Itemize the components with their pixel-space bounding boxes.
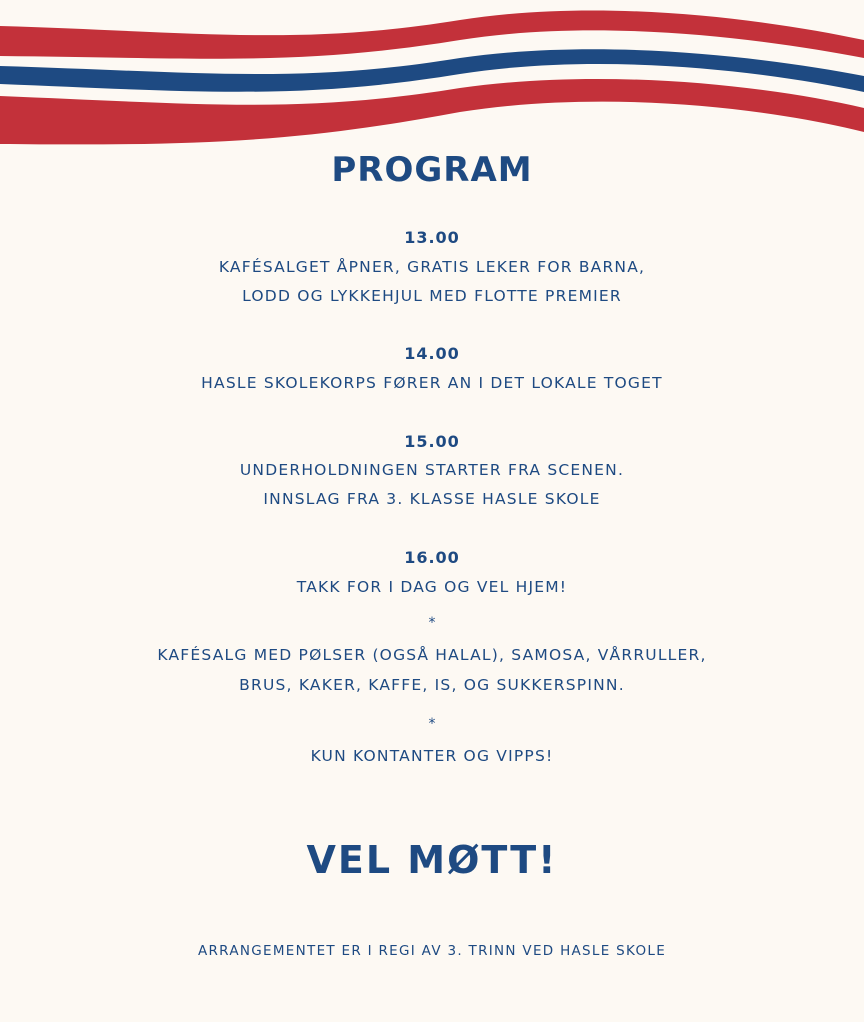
organizer-footer: ARRANGEMENTET ER I REGI AV 3. TRINN VED HASLE SKOLE	[197, 943, 667, 959]
program-title: PROGRAM	[331, 150, 533, 190]
schedule-time: 15.00	[404, 432, 460, 451]
cafe-info-line: KAFÉSALG MED PØLSER (OGSÅ HALAL), SAMOSA, VÅRRULLER,	[157, 646, 707, 664]
flag-red-band-top	[0, 10, 864, 58]
separator-asterisk: *	[428, 716, 436, 732]
schedule-description-line: LODD OG LYKKEHJUL MED FLOTTE PREMIER	[242, 287, 622, 305]
schedule-description-line: TAKK FOR I DAG OG VEL HJEM!	[296, 578, 568, 596]
norwegian-flag-wave-decoration	[0, 0, 864, 160]
schedule-description-line: KAFÉSALGET ÅPNER, GRATIS LEKER FOR BARNA,	[218, 258, 646, 276]
schedule-time: 14.00	[404, 344, 460, 363]
schedule-description-line: HASLE SKOLEKORPS FØRER AN I DET LOKALE TOGET	[201, 374, 663, 392]
closing-greeting: VEL MØTT!	[306, 838, 558, 882]
schedule-description-line: UNDERHOLDNINGEN STARTER FRA SCENEN.	[239, 461, 625, 479]
cafe-info-line: BRUS, KAKER, KAFFE, IS, OG SUKKERSPINN.	[239, 676, 625, 694]
schedule-time: 13.00	[404, 228, 460, 247]
schedule-description-line: INNSLAG FRA 3. KLASSE HASLE SKOLE	[263, 490, 601, 508]
payment-info: KUN KONTANTER OG VIPPS!	[310, 747, 554, 765]
schedule-time: 16.00	[404, 548, 460, 567]
separator-asterisk: *	[428, 615, 436, 631]
